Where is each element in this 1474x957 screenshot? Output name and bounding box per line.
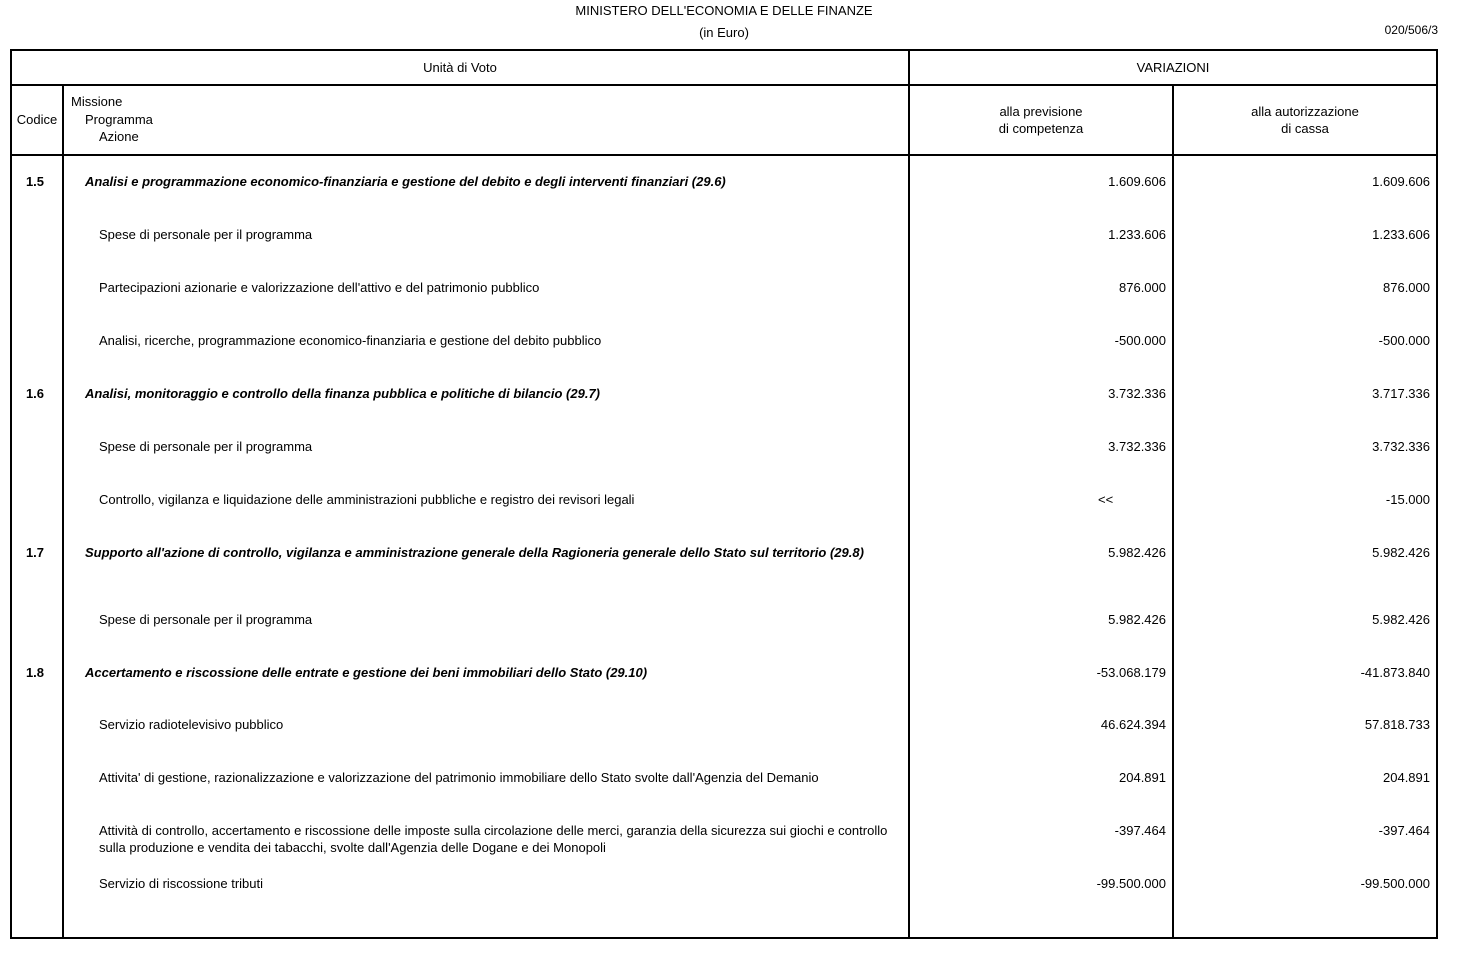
- row-description: Spese di personale per il programma: [99, 439, 313, 454]
- row-competenza: 876.000: [1119, 280, 1166, 295]
- header-missione: Missione: [71, 94, 123, 109]
- row-code: 1.6: [25, 386, 45, 401]
- table-border-right: [1436, 49, 1438, 939]
- row-description: Controllo, vigilanza e liquidazione delle amministrazioni pubbliche e registro dei revisori legali: [99, 492, 635, 507]
- document-code: 020/506/3: [1384, 23, 1438, 37]
- row-code: 1.7: [25, 545, 45, 560]
- row-description: Servizio radiotelevisivo pubblico: [99, 717, 284, 732]
- row-competenza: 5.982.426: [1108, 612, 1166, 627]
- header-variazioni: VARIAZIONI: [1136, 60, 1210, 75]
- header-divider-2: [10, 154, 1438, 156]
- header-competenza-2: di competenza: [998, 121, 1084, 136]
- row-code: 1.8: [25, 665, 45, 680]
- row-competenza: 5.982.426: [1108, 545, 1166, 560]
- row-description: Analisi e programmazione economico-finanziaria e gestione del debito e degli interventi finanziari (29.6): [85, 174, 726, 189]
- col-divider-codice: [62, 85, 64, 939]
- row-cassa: -397.464: [1378, 823, 1430, 838]
- row-cassa: 204.891: [1383, 770, 1430, 785]
- row-competenza: -397.464: [1114, 823, 1166, 838]
- row-competenza: 46.624.394: [1100, 717, 1166, 732]
- row-cassa: 876.000: [1383, 280, 1430, 295]
- row-description: Servizio di riscossione tributi: [99, 876, 264, 891]
- currency-subtitle: (in Euro): [699, 25, 749, 40]
- budget-table: [10, 49, 1438, 939]
- row-cassa: 3.732.336: [1372, 439, 1430, 454]
- row-description: Supporto all'azione di controllo, vigilanza e amministrazione generale della Ragioneria generale dello Stato sul territorio (29.8): [85, 545, 864, 560]
- row-description: Attività di controllo, accertamento e riscossione delle imposte sulla circolazione delle merci, garanzia della sicurezza sui giochi e controllo sulla produzione e vendita dei tabacchi, svolte dall'Agenzia delle Dogane e dei Monopoli: [99, 823, 888, 855]
- header-divider-1: [10, 84, 1438, 86]
- row-competenza: 1.233.606: [1108, 227, 1166, 242]
- header-unita-di-voto: Unità di Voto: [423, 60, 497, 75]
- row-description: Accertamento e riscossione delle entrate e gestione dei beni immobiliari dello Stato (29.10): [85, 665, 648, 680]
- header-cassa-2: di cassa: [1281, 121, 1329, 136]
- row-competenza: -99.500.000: [1096, 876, 1166, 891]
- header-cassa-1: alla autorizzazione: [1251, 104, 1359, 119]
- row-description: Analisi, monitoraggio e controllo della finanza pubblica e politiche di bilancio (29.7): [85, 386, 601, 401]
- table-border-top: [10, 49, 1438, 51]
- row-cassa: 1.233.606: [1372, 227, 1430, 242]
- row-cassa: -41.873.840: [1360, 665, 1430, 680]
- row-cassa: -99.500.000: [1360, 876, 1430, 891]
- row-cassa: -500.000: [1378, 333, 1430, 348]
- row-competenza: -53.068.179: [1096, 665, 1166, 680]
- row-cassa: 57.818.733: [1364, 717, 1430, 732]
- row-description: Spese di personale per il programma: [99, 227, 313, 242]
- row-competenza: 204.891: [1119, 770, 1166, 785]
- row-competenza: 3.732.336: [1108, 439, 1166, 454]
- header-programma: Programma: [85, 112, 153, 127]
- table-border-bottom: [10, 937, 1438, 939]
- row-description: Attivita' di gestione, razionalizzazione e valorizzazione del patrimonio immobiliare dello Stato svolte dall'Agenzia del Demanio: [99, 770, 819, 785]
- row-cassa: 5.982.426: [1372, 612, 1430, 627]
- row-cassa: 1.609.606: [1372, 174, 1430, 189]
- col-divider-cassa: [1172, 85, 1174, 939]
- row-competenza: 3.732.336: [1108, 386, 1166, 401]
- row-competenza: -500.000: [1114, 333, 1166, 348]
- row-cassa: -15.000: [1385, 492, 1430, 507]
- row-code: 1.5: [25, 174, 45, 189]
- row-competenza: 1.609.606: [1108, 174, 1166, 189]
- row-description: Analisi, ricerche, programmazione economico-finanziaria e gestione del debito pubblico: [99, 333, 602, 348]
- row-cassa: 3.717.336: [1372, 386, 1430, 401]
- row-competenza: <<: [1098, 492, 1114, 507]
- row-cassa: 5.982.426: [1372, 545, 1430, 560]
- header-azione: Azione: [99, 129, 139, 144]
- page-title: MINISTERO DELL'ECONOMIA E DELLE FINANZE: [575, 3, 873, 18]
- header-codice: Codice: [16, 112, 58, 127]
- row-description: Spese di personale per il programma: [99, 612, 313, 627]
- header-competenza-1: alla previsione: [999, 104, 1083, 119]
- row-description: Partecipazioni azionarie e valorizzazione dell'attivo e del patrimonio pubblico: [99, 280, 540, 295]
